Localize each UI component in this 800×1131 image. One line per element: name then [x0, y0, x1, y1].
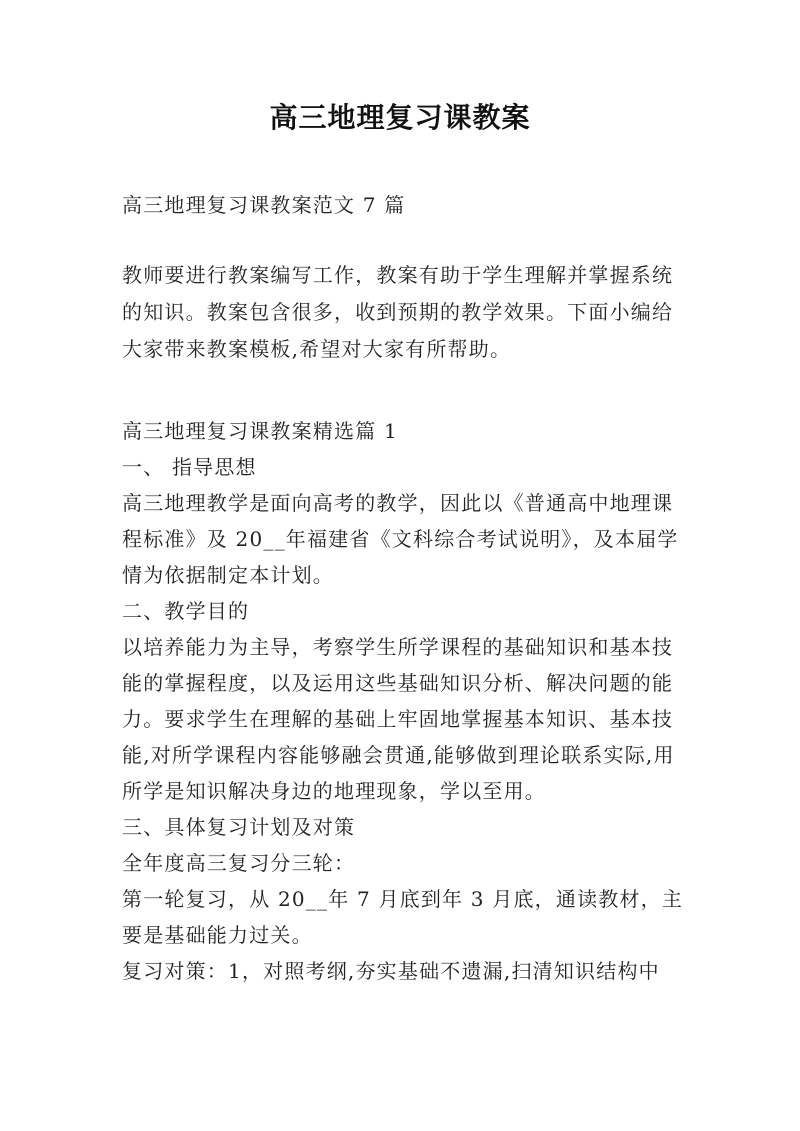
section-heading-guiding-ideology: 一、 指导思想 [122, 455, 257, 479]
paragraph-first-round: 第一轮复习，从 20__年 7 月底到年 3 月底，通读教材，主要是基础能力过关。 [122, 887, 684, 947]
document-title: 高三地理复习课教案 [269, 101, 531, 134]
document-subtitle: 高三地理复习课教案范文 7 篇 [122, 193, 406, 217]
paragraph-three-rounds: 全年度高三复习分三轮： [122, 851, 356, 875]
paragraph-review-strategy: 复习对策：1，对照考纲,夯实基础不遗漏,扫清知识结构中 [122, 959, 660, 983]
section-heading-teaching-purpose: 二、教学目的 [122, 599, 250, 623]
section-heading-essay-1: 高三地理复习课教案精选篇 1 [122, 419, 398, 443]
paragraph-teaching-purpose: 以培养能力为主导，考察学生所学课程的基础知识和基本技能的掌握程度，以及运用这些基础知识分析、解决问题的能力。要求学生在理解的基础上牢固地掌握基本知识、基本技能,对所学课程内容能够融会贯通,能够做到理论联系实际,用所学是知识解决身边的地理现象，学以至用。 [122, 635, 675, 803]
document-content [122, 413, 694, 989]
intro-paragraph: 教师要进行教案编写工作，教案有助于学生理解并掌握系统的知识。教案包含很多，收到预期的教学效果。下面小编给大家带来教案模板,希望对大家有所帮助。 [122, 263, 674, 361]
paragraph-guiding-ideology: 高三地理教学是面向高考的教学，因此以《普通高中地理课程标准》及 20__年福建省《文科综合考试说明》，及本届学情为依据制定本计划。 [122, 491, 679, 587]
section-heading-review-plan: 三、具体复习计划及对策 [122, 815, 356, 839]
